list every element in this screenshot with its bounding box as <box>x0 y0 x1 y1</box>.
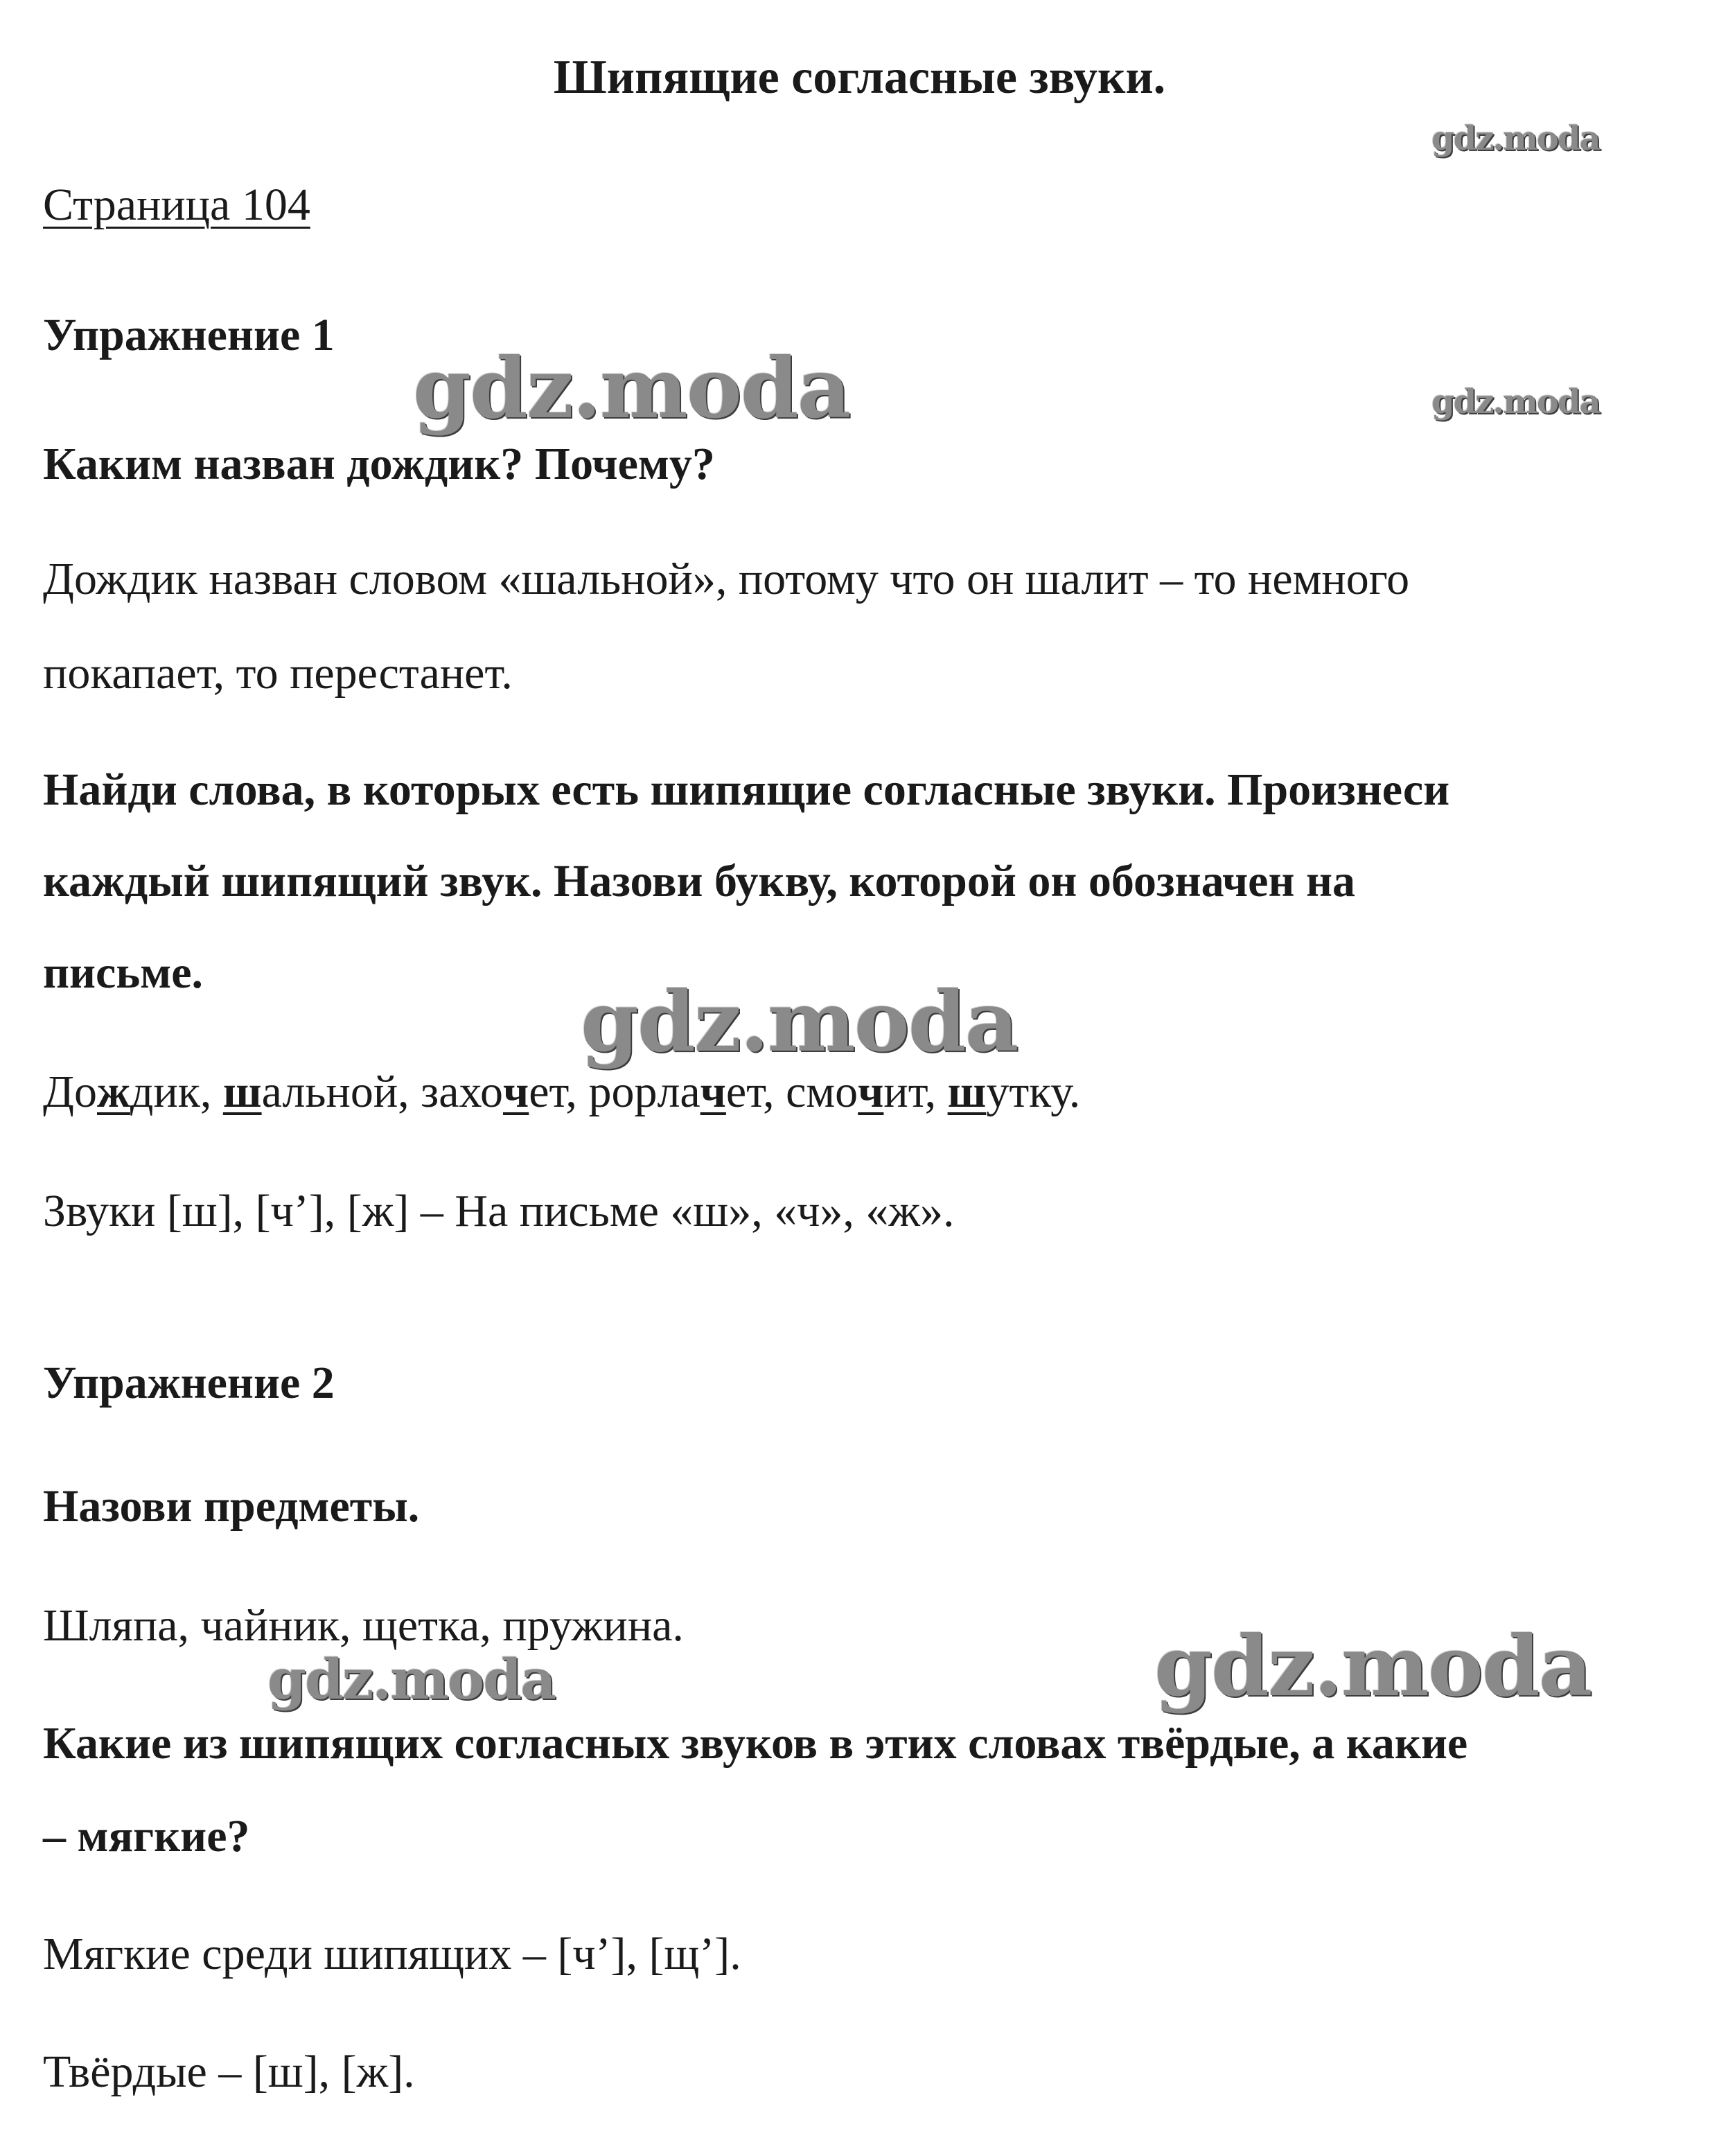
watermark: gdz.moda <box>267 1647 555 1712</box>
word-item: шутку. <box>947 1067 1081 1117</box>
page-reference-text: Страница 104 <box>43 179 310 230</box>
watermark: gdz.moda <box>581 973 1018 1071</box>
exercise-2-heading: Упражнение 2 <box>43 1358 335 1408</box>
watermark: gdz.moda <box>1431 119 1600 158</box>
exercise-1-question-2-line-3: письме. <box>43 947 203 998</box>
page-title: Шипящие согласные звуки. <box>553 51 1166 104</box>
exercise-1-question-1: Каким назван дождик? Почему? <box>43 439 715 489</box>
word-item: шальной, <box>222 1067 421 1117</box>
highlighted-letter: ж <box>97 1067 130 1117</box>
page-reference <box>43 177 1691 233</box>
exercise-2-answer-1: Шляпа, чайник, щетка, пружина. <box>43 1600 684 1651</box>
exercise-2-question-2-line-1: Какие из шипящих согласных звуков в этих словах твёрдые, а какие <box>43 1718 1468 1769</box>
watermark: gdz.moda <box>413 340 850 437</box>
highlighted-letter: ч <box>700 1067 726 1117</box>
exercise-2-question-2-line-2: – мягкие? <box>43 1811 250 1861</box>
highlighted-letter: ч <box>503 1067 529 1117</box>
highlighted-letter: ш <box>222 1067 262 1117</box>
watermark: gdz.moda <box>1154 1618 1592 1715</box>
word-item: смочит, <box>786 1067 948 1117</box>
word-item: Дождик, <box>43 1067 223 1117</box>
word-item: popлачет, <box>588 1067 786 1117</box>
hissing-words-list <box>43 1064 1691 1120</box>
highlighted-letter: ш <box>947 1067 987 1117</box>
exercise-1-heading: Упражнение 1 <box>43 310 335 360</box>
exercise-2-answer-2-line-2: Твёрдые – [ш], [ж]. <box>43 2047 415 2097</box>
exercise-1-question-2-line-2: каждый шипящий звук. Назови букву, которой он обозначен на <box>43 856 1356 906</box>
exercise-1-answer-1-line-2: покапает, то перестанет. <box>43 648 513 699</box>
highlighted-letter: ч <box>858 1067 884 1117</box>
exercise-2-question-1: Назови предметы. <box>43 1481 420 1532</box>
exercise-1-sounds: Звуки [ш], [ч’], [ж] – На письме «ш», «ч», «ж». <box>43 1186 955 1236</box>
watermark: gdz.moda <box>1431 383 1600 421</box>
exercise-2-answer-2-line-1: Мягкие среди шипящих – [ч’], [щ’]. <box>43 1929 741 1979</box>
word-item: захочет, <box>421 1067 589 1117</box>
exercise-1-answer-1-line-1: Дождик назван словом «шальной», потому что он шалит – то немного <box>43 554 1410 604</box>
exercise-1-question-2-line-1: Найди слова, в которых есть шипящие согласные звуки. Произнеси <box>43 764 1450 815</box>
